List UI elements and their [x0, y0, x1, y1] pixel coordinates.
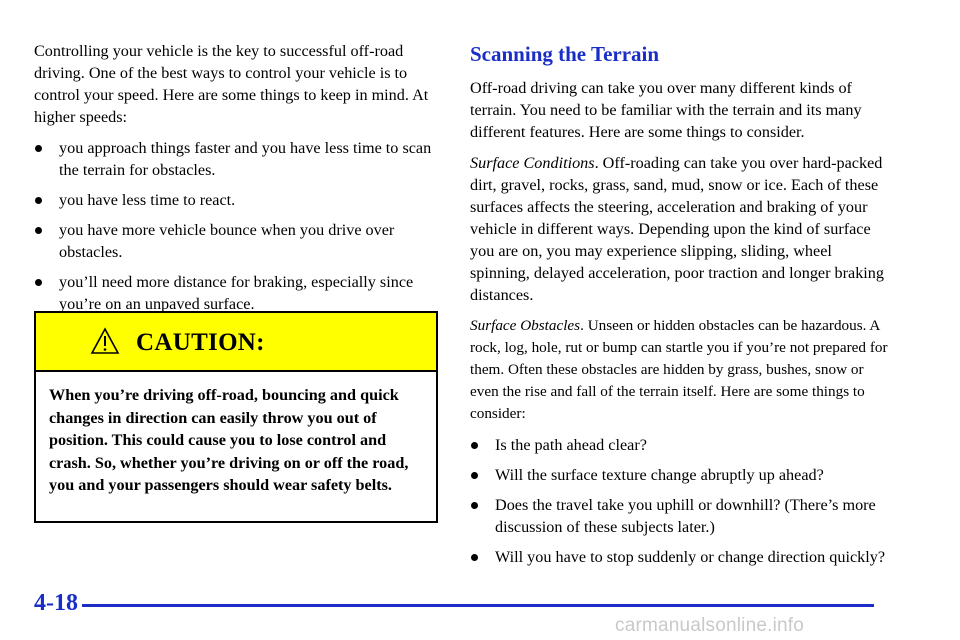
surface-conditions-text: . Off-roading can take you over hard-packed dirt, gravel, rocks, grass, sand, mud, snow or ice. Each of these surfaces affects the steering, acceleration and braking of your vehicle in different ways. Depending upon the kind of surface you are on, you may experience slipping, sliding, wheel spinning, delayed acceleration, poor traction and longer braking distances. [470, 154, 884, 304]
bullet-icon [471, 442, 478, 449]
bullet-icon [471, 472, 478, 479]
list-item: you’ll need more distance for braking, especially since you’re on an unpaved surface. [34, 271, 444, 315]
page-number: 4-18 [34, 590, 78, 616]
bullet-icon [471, 502, 478, 509]
section-heading: Scanning the Terrain [470, 42, 660, 66]
surface-obstacles-text: . Unseen or hidden obstacles can be hazardous. A rock, log, hole, rut or bump can startle you if you’re not prepared for them. Often these obstacles are hidden by grass, bushes, snow or even the rise and fall of the terrain itself. Here are some things to consider: [470, 317, 888, 422]
warning-triangle-icon [90, 327, 120, 355]
bullet-icon [35, 227, 42, 234]
speed-bullet-list [34, 137, 444, 315]
bullet-icon [35, 279, 42, 286]
list-item: Does the travel take you uphill or downhill? (There’s more discussion of these subjects later.) [470, 494, 890, 538]
terrain-intro-paragraph: Off-road driving can take you over many different kinds of terrain. You need to be familiar with the terrain and its many different features. Here are some things to consider. [470, 79, 862, 141]
caution-text: When you’re driving off-road, bouncing and quick changes in direction can easily throw you out of position. This could cause you to lose control and crash. So, whether you’re driving on or off the road, you and your passengers should wear safety belts. [49, 386, 409, 494]
list-item: Is the path ahead clear? [470, 434, 890, 456]
bullet-icon [471, 554, 478, 561]
surface-obstacles-label: Surface Obstacles [470, 317, 581, 334]
list-item: you have more vehicle bounce when you drive over obstacles. [34, 219, 444, 263]
surface-conditions-label: Surface Conditions [470, 154, 595, 172]
left-column [34, 40, 444, 323]
caution-header [36, 313, 436, 372]
surface-obstacles-paragraph [470, 315, 890, 425]
intro-paragraph: Controlling your vehicle is the key to successful off-road driving. One of the best ways to control your vehicle is to control your speed. Here are some things to keep in mind. At higher speeds: [34, 42, 429, 126]
obstacles-bullet-list [470, 434, 890, 568]
right-column [470, 40, 890, 576]
list-item: you approach things faster and you have less time to scan the terrain for obstacles. [34, 137, 444, 181]
watermark: carmanualsonline.info [615, 615, 805, 636]
list-item: you have less time to react. [34, 189, 444, 211]
bullet-icon [35, 197, 42, 204]
list-item: Will the surface texture change abruptly up ahead? [470, 464, 890, 486]
surface-conditions-paragraph [470, 152, 890, 306]
caution-box [34, 311, 438, 523]
caution-title: CAUTION: [136, 329, 265, 356]
list-item: Will you have to stop suddenly or change direction quickly? [470, 546, 890, 568]
footer-rule [82, 604, 874, 607]
bullet-icon [35, 145, 42, 152]
